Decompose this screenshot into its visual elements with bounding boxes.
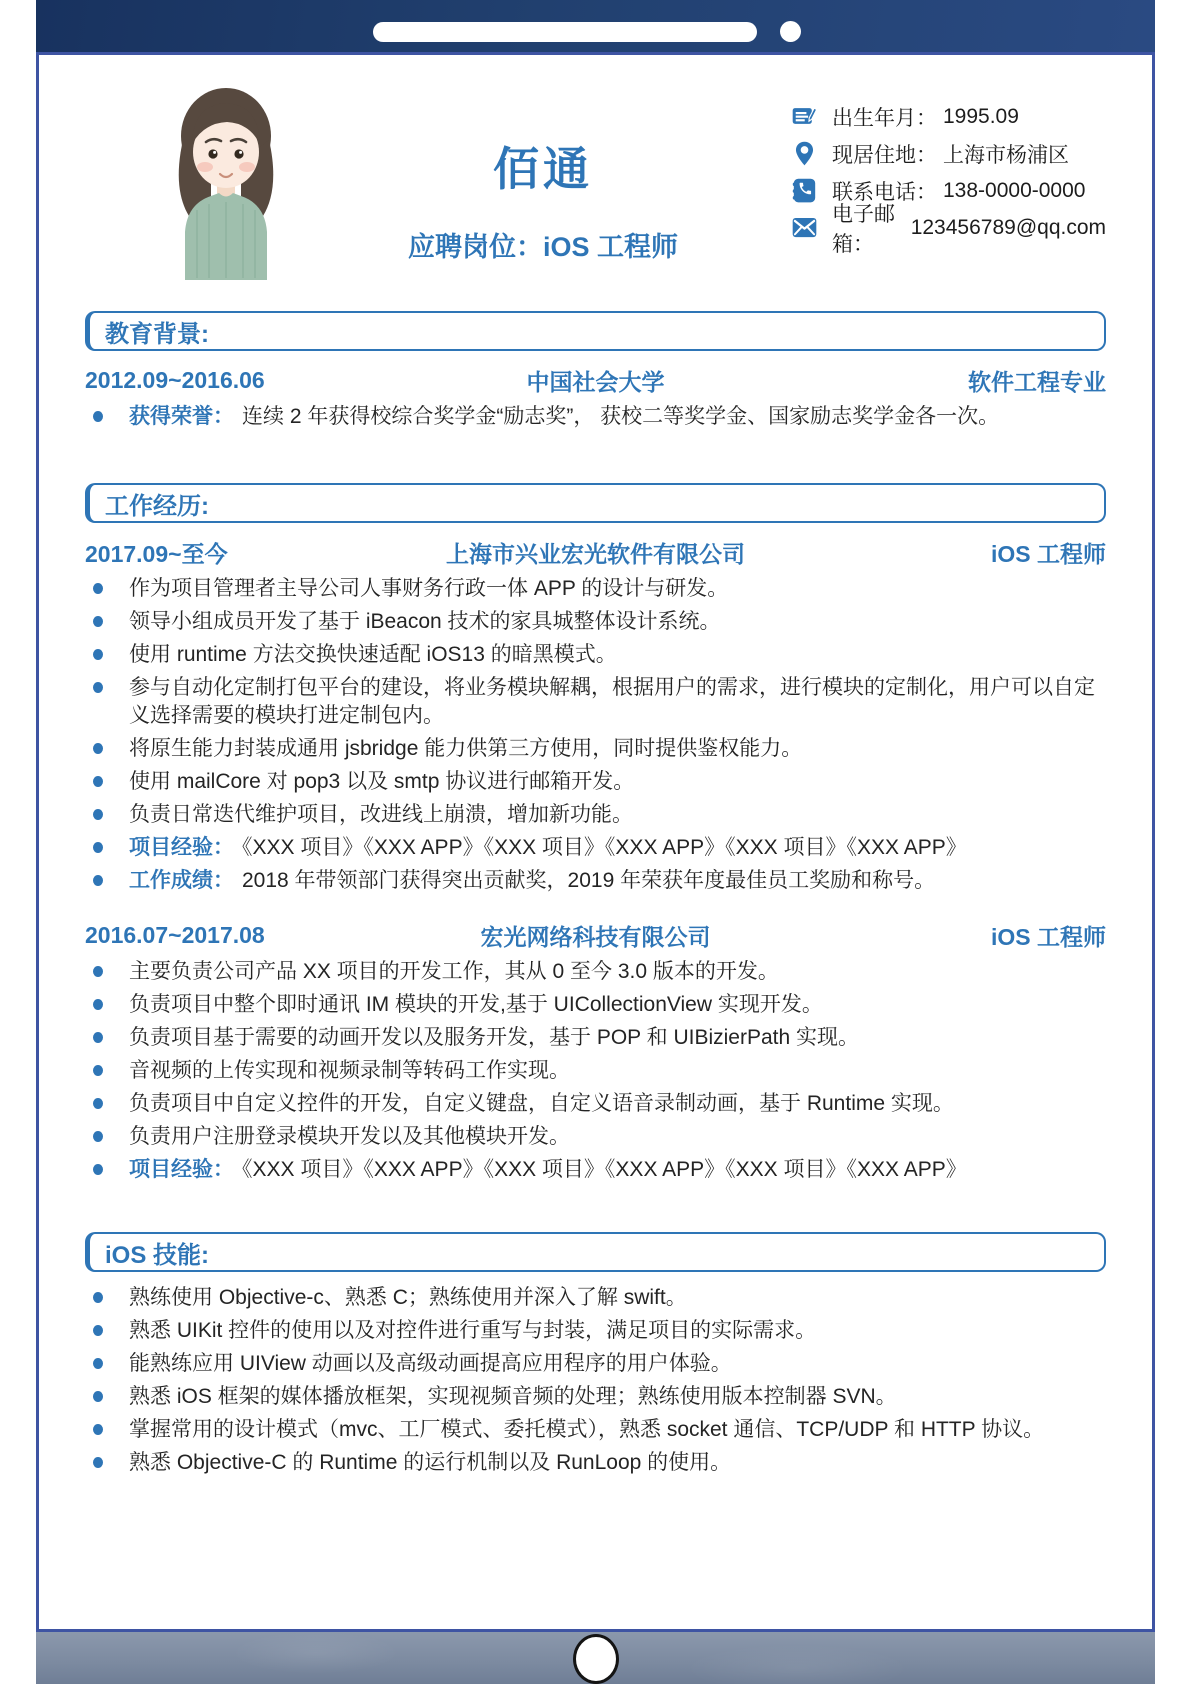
section-title: 工作经历: <box>105 492 209 520</box>
bullet-text <box>129 674 1106 730</box>
bullet-text <box>129 1090 1106 1118</box>
header-band <box>36 0 1155 52</box>
bullet-body: 将原生能力封装成通用 jsbridge 能力供第三方使用，同时提供鉴权能力。 <box>129 737 803 760</box>
contact-label: 电子邮箱： <box>832 202 895 256</box>
bullet-dot-icon <box>93 966 103 977</box>
bullet-body: 负责日常迭代维护项目，改进线上崩溃，增加新功能。 <box>129 803 633 826</box>
section-title: 教育背景: <box>105 320 209 348</box>
bullet-body: 掌握常用的设计模式（mvc、工厂模式、委托模式），熟悉 socket 通信、TCP/UDP 和 HTTP 协议。 <box>129 1418 1045 1441</box>
section-header <box>85 1232 1106 1272</box>
bullet-dot-icon <box>93 875 103 886</box>
bullet-text <box>129 1416 1106 1444</box>
bullet-body: 主要负责公司产品 XX 项目的开发工作，其从 0 至今 3.0 版本的开发。 <box>129 960 779 983</box>
bullet-dot-icon <box>93 1391 103 1402</box>
section-header <box>85 311 1106 351</box>
contact-row <box>791 140 1106 167</box>
bullet-dot-icon <box>93 1098 103 1109</box>
bullet-text <box>129 1057 1106 1085</box>
bullet-text <box>129 575 1106 603</box>
entry-header-row <box>85 364 1106 394</box>
contact-value: 上海市杨浦区 <box>943 143 1069 167</box>
bullet-dot-icon <box>93 999 103 1010</box>
bullet-dot-icon <box>93 842 103 853</box>
contact-row <box>791 103 1106 130</box>
bullet-text <box>129 1024 1106 1052</box>
bullet-text <box>129 958 1106 986</box>
bullet-dot-icon <box>93 1457 103 1468</box>
list-item <box>85 958 1106 986</box>
bullet-text <box>129 608 1106 636</box>
bullet-body: 熟悉 iOS 框架的媒体播放框架，实现视频音频的处理；熟练使用版本控制器 SVN。 <box>129 1385 897 1408</box>
name-block <box>343 133 743 264</box>
contact-label: 联系电话： <box>832 180 937 204</box>
entry-role: 软件工程专业 <box>968 369 1106 395</box>
list-item <box>85 834 1106 862</box>
phone-icon <box>791 177 818 204</box>
list-item <box>85 1449 1106 1477</box>
list-item <box>85 1156 1106 1184</box>
contact-label: 出生年月： <box>832 106 937 130</box>
bullet-text <box>129 768 1106 796</box>
bullet-dot-icon <box>93 1032 103 1043</box>
bullet-dot-icon <box>93 1131 103 1142</box>
bullet-body: 熟悉 Objective-C 的 Runtime 的运行机制以及 RunLoop 的使用。 <box>129 1451 732 1474</box>
id-card-icon <box>791 103 818 130</box>
bullet-dot-icon <box>93 743 103 754</box>
list-item <box>85 1284 1106 1312</box>
list-item <box>85 1317 1106 1345</box>
entry-header-row <box>85 919 1106 949</box>
bullet-text <box>129 834 1106 862</box>
entry-date: 2012.09~2016.06 <box>85 367 265 393</box>
bullet-list <box>85 958 1106 1184</box>
bullet-dot-icon <box>93 1065 103 1076</box>
bullet-dot-icon <box>93 1358 103 1369</box>
bullet-list <box>85 575 1106 895</box>
bullet-dot-icon <box>93 776 103 787</box>
section-entry <box>85 919 1106 1184</box>
list-item <box>85 867 1106 895</box>
bullet-body: 能熟练应用 UIView 动画以及高级动画提高应用程序的用户体验。 <box>129 1352 732 1375</box>
bullet-text <box>129 641 1106 669</box>
contact-label: 现居住地： <box>832 143 937 167</box>
section-0 <box>85 311 1106 431</box>
bullet-body: 参与自动化定制打包平台的建设，将业务模块解耦，根据用户的需求，进行模块的定制化，用户可以自定义选择需要的模块打进定制包内。 <box>129 676 1095 727</box>
bullet-text <box>129 1123 1106 1151</box>
bullet-dot-icon <box>93 649 103 660</box>
list-item <box>85 608 1106 636</box>
list-item <box>85 1090 1106 1118</box>
entry-role: iOS 工程师 <box>990 541 1106 567</box>
bullet-text <box>129 1284 1106 1312</box>
bullet-body: 负责项目中自定义控件的开发，自定义键盘，自定义语音录制动画，基于 Runtime 实现。 <box>129 1092 954 1115</box>
list-item <box>85 801 1106 829</box>
bullet-body: 使用 runtime 方法交换快速适配 iOS13 的暗黑模式。 <box>129 643 617 666</box>
avatar <box>161 80 291 280</box>
section-1 <box>85 483 1106 1184</box>
bullet-text <box>129 801 1106 829</box>
list-item <box>85 674 1106 730</box>
contact-value: 123456789@qq.com <box>910 215 1106 239</box>
bullet-text <box>129 1383 1106 1411</box>
bullet-body: 音视频的上传实现和视频录制等转码工作实现。 <box>129 1059 570 1082</box>
list-item <box>85 575 1106 603</box>
list-item <box>85 1024 1106 1052</box>
bullet-list <box>85 403 1106 431</box>
bullet-label: 项目经验： <box>129 836 234 859</box>
bullet-text <box>129 1156 1106 1184</box>
bullet-text <box>129 1317 1106 1345</box>
applied-position: 应聘岗位：iOS 工程师 <box>407 232 678 262</box>
person-name: 佰通 <box>493 143 593 195</box>
bullet-body: 负责项目基于需要的动画开发以及服务开发，基于 POP 和 UIBizierPath 实现。 <box>129 1026 860 1049</box>
entry-date: 2016.07~2017.08 <box>85 922 265 948</box>
entry-organization: 上海市兴业宏光软件有限公司 <box>446 541 745 567</box>
bullet-dot-icon <box>93 1424 103 1435</box>
section-entry <box>85 364 1106 431</box>
list-item <box>85 991 1106 1019</box>
entry-role: iOS 工程师 <box>990 924 1106 950</box>
bullet-body: 熟练使用 Objective-c、熟悉 C；熟练使用并深入了解 swift。 <box>129 1286 687 1309</box>
section-entry <box>85 536 1106 895</box>
footer-band <box>36 1632 1155 1684</box>
email-icon <box>791 214 818 241</box>
entry-date: 2017.09~至今 <box>85 541 228 567</box>
contact-list <box>791 103 1106 256</box>
header-dot-decoration <box>780 21 801 42</box>
section-entry <box>85 1284 1106 1477</box>
bullet-dot-icon <box>93 411 103 422</box>
contact-value: 1995.09 <box>943 104 1019 128</box>
bullet-body: 连续 2 年获得校综合奖学金“励志奖”， 获校二等奖学金、国家励志奖学金各一次。 <box>242 405 1000 428</box>
section-header <box>85 483 1106 523</box>
bullet-dot-icon <box>93 616 103 627</box>
footer-circle-decoration <box>573 1634 619 1684</box>
resume-page <box>36 52 1155 1632</box>
bullet-dot-icon <box>93 1164 103 1175</box>
bullet-body: 《XXX 项目》《XXX APP》《XXX 项目》《XXX APP》《XXX 项目》《XXX APP》 <box>242 836 967 859</box>
list-item <box>85 735 1106 763</box>
bullet-body: 领导小组成员开发了基于 iBeacon 技术的家具城整体设计系统。 <box>129 610 721 633</box>
entry-organization: 宏光网络科技有限公司 <box>480 924 711 950</box>
contact-row <box>791 202 1106 256</box>
profile-section <box>85 55 1106 305</box>
bullet-dot-icon <box>93 682 103 693</box>
list-item <box>85 1416 1106 1444</box>
bullet-dot-icon <box>93 1292 103 1303</box>
bullet-body: 熟悉 UIKit 控件的使用以及对控件进行重写与封装，满足项目的实际需求。 <box>129 1319 817 1342</box>
bullet-list <box>85 1284 1106 1477</box>
list-item <box>85 1123 1106 1151</box>
location-pin-icon <box>791 140 818 167</box>
bullet-text <box>129 403 1106 431</box>
contact-value: 138-0000-0000 <box>943 178 1086 202</box>
list-item <box>85 403 1106 431</box>
bullet-body: 2018 年带领部门获得突出贡献奖，2019 年荣获年度最佳员工奖励和称号。 <box>242 869 936 892</box>
bullet-dot-icon <box>93 809 103 820</box>
bullet-body: 作为项目管理者主导公司人事财务行政一体 APP 的设计与研发。 <box>129 577 729 600</box>
section-title: iOS 技能: <box>105 1241 210 1269</box>
list-item <box>85 768 1106 796</box>
list-item <box>85 641 1106 669</box>
header-pill-decoration <box>373 22 757 42</box>
bullet-dot-icon <box>93 1325 103 1336</box>
bullet-label: 项目经验： <box>129 1158 234 1181</box>
bullet-label: 获得荣誉： <box>129 405 234 428</box>
bullet-text <box>129 1449 1106 1477</box>
bullet-label: 工作成绩： <box>129 869 234 892</box>
bullet-text <box>129 1350 1106 1378</box>
bullet-body: 《XXX 项目》《XXX APP》《XXX 项目》《XXX APP》《XXX 项目》《XXX APP》 <box>242 1158 967 1181</box>
list-item <box>85 1057 1106 1085</box>
bullet-dot-icon <box>93 583 103 594</box>
bullet-body: 使用 mailCore 对 pop3 以及 smtp 协议进行邮箱开发。 <box>129 770 635 793</box>
sections <box>85 311 1106 1477</box>
bullet-text <box>129 867 1106 895</box>
list-item <box>85 1383 1106 1411</box>
entry-organization: 中国社会大学 <box>526 369 665 395</box>
entry-header-row <box>85 536 1106 566</box>
list-item <box>85 1350 1106 1378</box>
bullet-body: 负责用户注册登录模块开发以及其他模块开发。 <box>129 1125 570 1148</box>
bullet-text <box>129 735 1106 763</box>
section-2 <box>85 1232 1106 1477</box>
bullet-body: 负责项目中整个即时通讯 IM 模块的开发,基于 UICollectionView 实现开发。 <box>129 993 823 1016</box>
bullet-text <box>129 991 1106 1019</box>
